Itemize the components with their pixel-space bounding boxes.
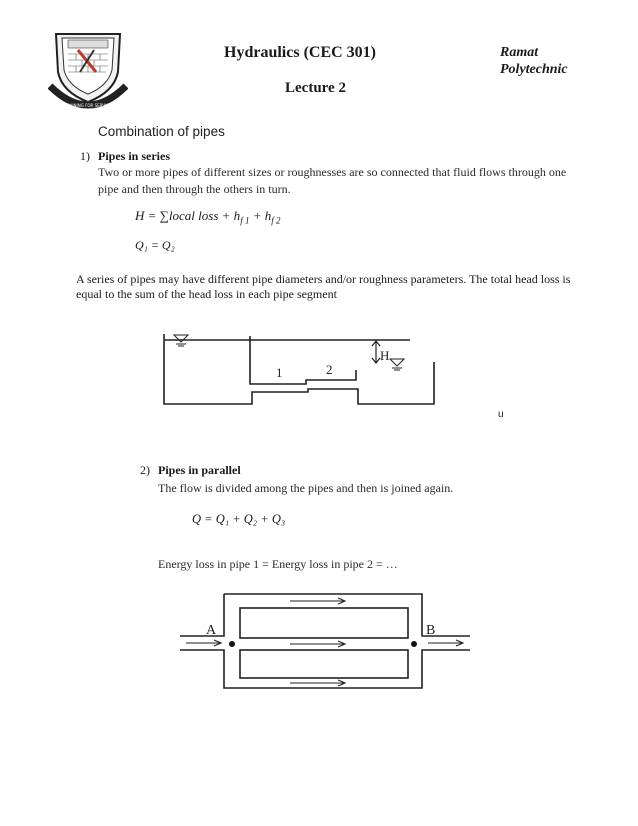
equation-plus: + h xyxy=(249,208,272,223)
lecture-number: Lecture 2 xyxy=(285,80,346,96)
series-head-loss-equation xyxy=(135,208,281,226)
equation-head: H = ∑local loss + h xyxy=(135,208,241,223)
series-heading: Pipes in series xyxy=(98,149,170,163)
head-label: H xyxy=(380,348,390,363)
junction-label-b: B xyxy=(426,623,436,638)
parallel-description: The flow is divided among the pipes and then is joined again. xyxy=(158,481,454,495)
pipe-label-2: 2 xyxy=(326,362,333,377)
section-heading: Combination of pipes xyxy=(98,124,225,139)
series-paragraph: A series of pipes may have different pipe diameters and/or roughness parameters. The total head loss is equal to the sum of the head loss in each pipe segment xyxy=(76,272,571,301)
equation-sub-2: f 2 xyxy=(271,215,281,226)
series-flow-equation: Q₁ = Q₂ xyxy=(135,238,175,252)
parallel-pipe-diagram xyxy=(180,590,472,692)
parallel-flow-equation: Q = Q₁ + Q₂ + Q₃ xyxy=(192,512,286,526)
pipe-label-1: 1 xyxy=(276,365,283,380)
junction-label-a: A xyxy=(206,623,217,638)
school-name-line2: Polytechnic xyxy=(500,62,568,77)
series-pipe-diagram xyxy=(160,332,450,410)
parallel-heading: Pipes in parallel xyxy=(158,463,241,477)
polytechnic-logo xyxy=(48,28,128,112)
logo-motto: TRAINING FOR SERVICE xyxy=(64,103,112,108)
equation-sub-1: f 1 xyxy=(240,215,250,226)
school-name xyxy=(500,44,568,78)
stray-character: u xyxy=(498,409,504,420)
energy-loss-statement: Energy loss in pipe 1 = Energy loss in pipe 2 = … xyxy=(158,557,398,571)
series-number: 1) xyxy=(80,149,90,163)
parallel-number: 2) xyxy=(140,463,150,477)
school-name-line1: Ramat xyxy=(500,45,539,60)
course-title: Hydraulics (CEC 301) xyxy=(224,44,376,61)
series-description: Two or more pipes of different sizes or roughnesses are so connected that fluid flows through one pipe and then through the others in turn. xyxy=(98,165,567,196)
